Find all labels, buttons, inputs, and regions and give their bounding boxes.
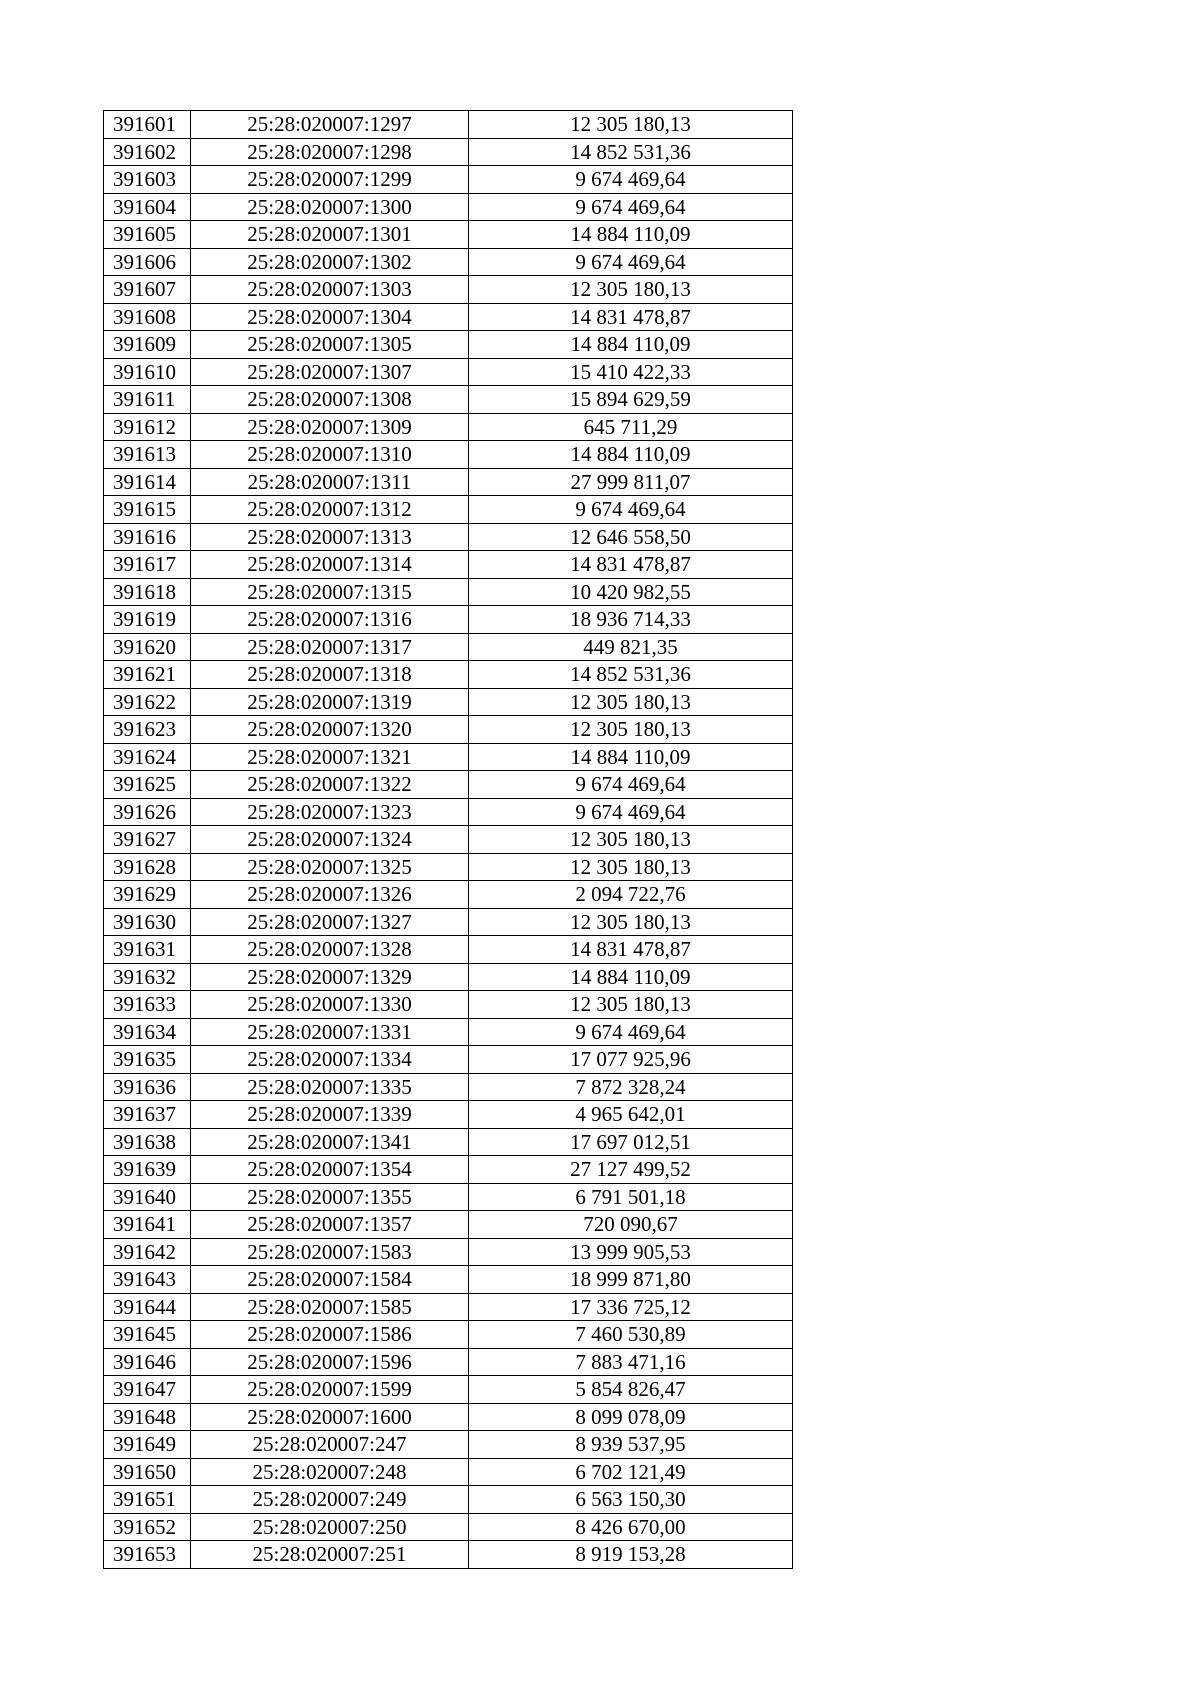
table-row: [104, 1348, 793, 1376]
cadastral-value-cell: 449 821,35: [469, 633, 793, 661]
cadastral-value-cell: 14 831 478,87: [469, 936, 793, 964]
table-row: [104, 578, 793, 606]
table-row: [104, 881, 793, 909]
row-number-cell: 391651: [104, 1486, 191, 1514]
cadastral-number-cell: 25:28:020007:1322: [191, 771, 469, 799]
row-number-cell: 391638: [104, 1128, 191, 1156]
cadastral-number-cell: 25:28:020007:1313: [191, 523, 469, 551]
cadastral-value-cell: 18 999 871,80: [469, 1266, 793, 1294]
table-row: [104, 221, 793, 249]
cadastral-number-cell: 25:28:020007:1328: [191, 936, 469, 964]
cadastral-value-cell: 5 854 826,47: [469, 1376, 793, 1404]
row-number-cell: 391636: [104, 1073, 191, 1101]
cadastral-value-cell: 12 305 180,13: [469, 853, 793, 881]
row-number-cell: 391641: [104, 1211, 191, 1239]
row-number-cell: 391623: [104, 716, 191, 744]
table-row: [104, 193, 793, 221]
cadastral-value-cell: 9 674 469,64: [469, 166, 793, 194]
cadastral-number-cell: 25:28:020007:248: [191, 1458, 469, 1486]
table-row: [104, 1128, 793, 1156]
cadastral-value-cell: 14 831 478,87: [469, 303, 793, 331]
cadastral-number-cell: 25:28:020007:1325: [191, 853, 469, 881]
table-row: [104, 1458, 793, 1486]
cadastral-value-cell: 8 426 670,00: [469, 1513, 793, 1541]
cadastral-value-cell: 17 697 012,51: [469, 1128, 793, 1156]
cadastral-value-cell: 12 305 180,13: [469, 908, 793, 936]
table-row: [104, 413, 793, 441]
cadastral-number-cell: 25:28:020007:1321: [191, 743, 469, 771]
table-row: [104, 551, 793, 579]
cadastral-number-cell: 25:28:020007:1312: [191, 496, 469, 524]
row-number-cell: 391639: [104, 1156, 191, 1184]
row-number-cell: 391615: [104, 496, 191, 524]
table-row: [104, 1211, 793, 1239]
row-number-cell: 391612: [104, 413, 191, 441]
cadastral-value-cell: 8 939 537,95: [469, 1431, 793, 1459]
row-number-cell: 391631: [104, 936, 191, 964]
cadastral-number-cell: 25:28:020007:1302: [191, 248, 469, 276]
cadastral-number-cell: 25:28:020007:1354: [191, 1156, 469, 1184]
row-number-cell: 391629: [104, 881, 191, 909]
row-number-cell: 391647: [104, 1376, 191, 1404]
table-row: [104, 743, 793, 771]
cadastral-number-cell: 25:28:020007:1317: [191, 633, 469, 661]
table-row: [104, 771, 793, 799]
cadastral-value-cell: 14 884 110,09: [469, 963, 793, 991]
row-number-cell: 391611: [104, 386, 191, 414]
cadastral-value-cell: 27 127 499,52: [469, 1156, 793, 1184]
table-row: [104, 853, 793, 881]
cadastral-number-cell: 25:28:020007:1298: [191, 138, 469, 166]
cadastral-number-cell: 25:28:020007:1305: [191, 331, 469, 359]
cadastral-value-cell: 12 305 180,13: [469, 826, 793, 854]
cadastral-value-cell: 15 410 422,33: [469, 358, 793, 386]
table-row: [104, 496, 793, 524]
cadastral-number-cell: 25:28:020007:1316: [191, 606, 469, 634]
table-row: [104, 1156, 793, 1184]
cadastral-value-cell: 10 420 982,55: [469, 578, 793, 606]
table-row: [104, 303, 793, 331]
row-number-cell: 391633: [104, 991, 191, 1019]
cadastral-value-cell: 27 999 811,07: [469, 468, 793, 496]
cadastral-number-cell: 25:28:020007:1319: [191, 688, 469, 716]
cadastral-number-cell: 25:28:020007:1596: [191, 1348, 469, 1376]
cadastral-number-cell: 25:28:020007:250: [191, 1513, 469, 1541]
row-number-cell: 391616: [104, 523, 191, 551]
cadastral-value-cell: 9 674 469,64: [469, 798, 793, 826]
cadastral-number-cell: 25:28:020007:1324: [191, 826, 469, 854]
table-row: [104, 1183, 793, 1211]
cadastral-value-cell: 645 711,29: [469, 413, 793, 441]
row-number-cell: 391627: [104, 826, 191, 854]
cadastral-value-cell: 14 831 478,87: [469, 551, 793, 579]
cadastral-number-cell: 25:28:020007:1300: [191, 193, 469, 221]
row-number-cell: 391618: [104, 578, 191, 606]
cadastral-number-cell: 25:28:020007:1583: [191, 1238, 469, 1266]
table-row: [104, 111, 793, 139]
row-number-cell: 391610: [104, 358, 191, 386]
table-body: [104, 111, 793, 1569]
cadastral-value-cell: 14 884 110,09: [469, 743, 793, 771]
row-number-cell: 391646: [104, 1348, 191, 1376]
row-number-cell: 391608: [104, 303, 191, 331]
table-row: [104, 826, 793, 854]
cadastral-number-cell: 25:28:020007:1335: [191, 1073, 469, 1101]
row-number-cell: 391617: [104, 551, 191, 579]
row-number-cell: 391652: [104, 1513, 191, 1541]
row-number-cell: 391630: [104, 908, 191, 936]
row-number-cell: 391632: [104, 963, 191, 991]
table-row: [104, 1018, 793, 1046]
cadastral-number-cell: 25:28:020007:249: [191, 1486, 469, 1514]
cadastral-value-cell: 4 965 642,01: [469, 1101, 793, 1129]
cadastral-number-cell: 25:28:020007:1331: [191, 1018, 469, 1046]
cadastral-number-cell: 25:28:020007:1355: [191, 1183, 469, 1211]
table-row: [104, 1513, 793, 1541]
row-number-cell: 391643: [104, 1266, 191, 1294]
cadastral-number-cell: 25:28:020007:1308: [191, 386, 469, 414]
table-row: [104, 991, 793, 1019]
cadastral-number-cell: 25:28:020007:1585: [191, 1293, 469, 1321]
row-number-cell: 391619: [104, 606, 191, 634]
table-row: [104, 276, 793, 304]
cadastral-value-cell: 12 305 180,13: [469, 688, 793, 716]
table-row: [104, 688, 793, 716]
row-number-cell: 391649: [104, 1431, 191, 1459]
cadastral-value-cell: 8 919 153,28: [469, 1541, 793, 1569]
row-number-cell: 391642: [104, 1238, 191, 1266]
cadastral-value-cell: 6 791 501,18: [469, 1183, 793, 1211]
cadastral-number-cell: 25:28:020007:1323: [191, 798, 469, 826]
cadastral-number-cell: 25:28:020007:251: [191, 1541, 469, 1569]
cadastral-value-cell: 12 305 180,13: [469, 991, 793, 1019]
cadastral-number-cell: 25:28:020007:1297: [191, 111, 469, 139]
cadastral-number-cell: 25:28:020007:247: [191, 1431, 469, 1459]
row-number-cell: 391614: [104, 468, 191, 496]
table-row: [104, 908, 793, 936]
cadastral-number-cell: 25:28:020007:1299: [191, 166, 469, 194]
cadastral-value-cell: 15 894 629,59: [469, 386, 793, 414]
row-number-cell: 391640: [104, 1183, 191, 1211]
table-row: [104, 633, 793, 661]
table-row: [104, 606, 793, 634]
cadastral-value-cell: 17 336 725,12: [469, 1293, 793, 1321]
cadastral-number-cell: 25:28:020007:1318: [191, 661, 469, 689]
cadastral-value-cell: 12 305 180,13: [469, 716, 793, 744]
row-number-cell: 391607: [104, 276, 191, 304]
cadastral-number-cell: 25:28:020007:1320: [191, 716, 469, 744]
cadastral-value-cell: 9 674 469,64: [469, 771, 793, 799]
cadastral-value-cell: 18 936 714,33: [469, 606, 793, 634]
cadastral-value-cell: 720 090,67: [469, 1211, 793, 1239]
table-row: [104, 468, 793, 496]
table-row: [104, 331, 793, 359]
cadastral-number-cell: 25:28:020007:1334: [191, 1046, 469, 1074]
table-row: [104, 386, 793, 414]
table-row: [104, 441, 793, 469]
table-row: [104, 1376, 793, 1404]
cadastral-number-cell: 25:28:020007:1599: [191, 1376, 469, 1404]
table-row: [104, 1073, 793, 1101]
table-row: [104, 358, 793, 386]
table-row: [104, 166, 793, 194]
cadastral-number-cell: 25:28:020007:1301: [191, 221, 469, 249]
cadastral-number-cell: 25:28:020007:1341: [191, 1128, 469, 1156]
row-number-cell: 391650: [104, 1458, 191, 1486]
table-row: [104, 1541, 793, 1569]
cadastral-number-cell: 25:28:020007:1310: [191, 441, 469, 469]
row-number-cell: 391613: [104, 441, 191, 469]
cadastral-number-cell: 25:28:020007:1330: [191, 991, 469, 1019]
cadastral-value-cell: 13 999 905,53: [469, 1238, 793, 1266]
table-row: [104, 1431, 793, 1459]
row-number-cell: 391620: [104, 633, 191, 661]
row-number-cell: 391653: [104, 1541, 191, 1569]
table-row: [104, 1293, 793, 1321]
cadastral-value-cell: 2 094 722,76: [469, 881, 793, 909]
row-number-cell: 391621: [104, 661, 191, 689]
cadastral-value-cell: 14 884 110,09: [469, 331, 793, 359]
cadastral-value-cell: 7 883 471,16: [469, 1348, 793, 1376]
table-row: [104, 963, 793, 991]
row-number-cell: 391628: [104, 853, 191, 881]
table-row: [104, 248, 793, 276]
cadastral-number-cell: 25:28:020007:1309: [191, 413, 469, 441]
row-number-cell: 391648: [104, 1403, 191, 1431]
table-row: [104, 798, 793, 826]
cadastral-value-cell: 14 884 110,09: [469, 441, 793, 469]
row-number-cell: 391624: [104, 743, 191, 771]
cadastral-value-cell: 6 702 121,49: [469, 1458, 793, 1486]
cadastral-number-cell: 25:28:020007:1357: [191, 1211, 469, 1239]
table-row: [104, 661, 793, 689]
table-row: [104, 1266, 793, 1294]
table-row: [104, 936, 793, 964]
table-row: [104, 1403, 793, 1431]
cadastral-number-cell: 25:28:020007:1326: [191, 881, 469, 909]
row-number-cell: 391605: [104, 221, 191, 249]
cadastral-value-cell: 6 563 150,30: [469, 1486, 793, 1514]
cadastral-value-cell: 12 646 558,50: [469, 523, 793, 551]
row-number-cell: 391645: [104, 1321, 191, 1349]
row-number-cell: 391635: [104, 1046, 191, 1074]
cadastral-value-cell: 9 674 469,64: [469, 496, 793, 524]
cadastral-number-cell: 25:28:020007:1584: [191, 1266, 469, 1294]
cadastral-number-cell: 25:28:020007:1307: [191, 358, 469, 386]
table-row: [104, 1101, 793, 1129]
row-number-cell: 391606: [104, 248, 191, 276]
row-number-cell: 391602: [104, 138, 191, 166]
cadastral-number-cell: 25:28:020007:1329: [191, 963, 469, 991]
table-row: [104, 716, 793, 744]
table-row: [104, 523, 793, 551]
row-number-cell: 391604: [104, 193, 191, 221]
cadastral-value-cell: 9 674 469,64: [469, 1018, 793, 1046]
cadastral-value-cell: 14 884 110,09: [469, 221, 793, 249]
cadastral-number-cell: 25:28:020007:1586: [191, 1321, 469, 1349]
row-number-cell: 391601: [104, 111, 191, 139]
cadastral-value-cell: 9 674 469,64: [469, 248, 793, 276]
cadastral-number-cell: 25:28:020007:1600: [191, 1403, 469, 1431]
cadastral-value-cell: 8 099 078,09: [469, 1403, 793, 1431]
table-row: [104, 1321, 793, 1349]
row-number-cell: 391622: [104, 688, 191, 716]
table-row: [104, 138, 793, 166]
row-number-cell: 391626: [104, 798, 191, 826]
cadastral-number-cell: 25:28:020007:1315: [191, 578, 469, 606]
row-number-cell: 391634: [104, 1018, 191, 1046]
cadastral-value-cell: 14 852 531,36: [469, 138, 793, 166]
table-row: [104, 1238, 793, 1266]
cadastral-value-cell: 9 674 469,64: [469, 193, 793, 221]
cadastral-value-cell: 12 305 180,13: [469, 111, 793, 139]
cadastral-number-cell: 25:28:020007:1314: [191, 551, 469, 579]
table-row: [104, 1486, 793, 1514]
table-row: [104, 1046, 793, 1074]
cadastral-number-cell: 25:28:020007:1311: [191, 468, 469, 496]
row-number-cell: 391603: [104, 166, 191, 194]
cadastral-value-cell: 12 305 180,13: [469, 276, 793, 304]
cadastral-number-cell: 25:28:020007:1339: [191, 1101, 469, 1129]
cadastral-value-cell: 7 872 328,24: [469, 1073, 793, 1101]
cadastral-value-cell: 17 077 925,96: [469, 1046, 793, 1074]
cadastral-number-cell: 25:28:020007:1303: [191, 276, 469, 304]
cadastral-number-cell: 25:28:020007:1327: [191, 908, 469, 936]
cadastral-value-cell: 7 460 530,89: [469, 1321, 793, 1349]
cadastral-value-cell: 14 852 531,36: [469, 661, 793, 689]
cadastral-number-cell: 25:28:020007:1304: [191, 303, 469, 331]
row-number-cell: 391644: [104, 1293, 191, 1321]
row-number-cell: 391637: [104, 1101, 191, 1129]
row-number-cell: 391625: [104, 771, 191, 799]
cadastral-value-table: [103, 110, 793, 1569]
row-number-cell: 391609: [104, 331, 191, 359]
